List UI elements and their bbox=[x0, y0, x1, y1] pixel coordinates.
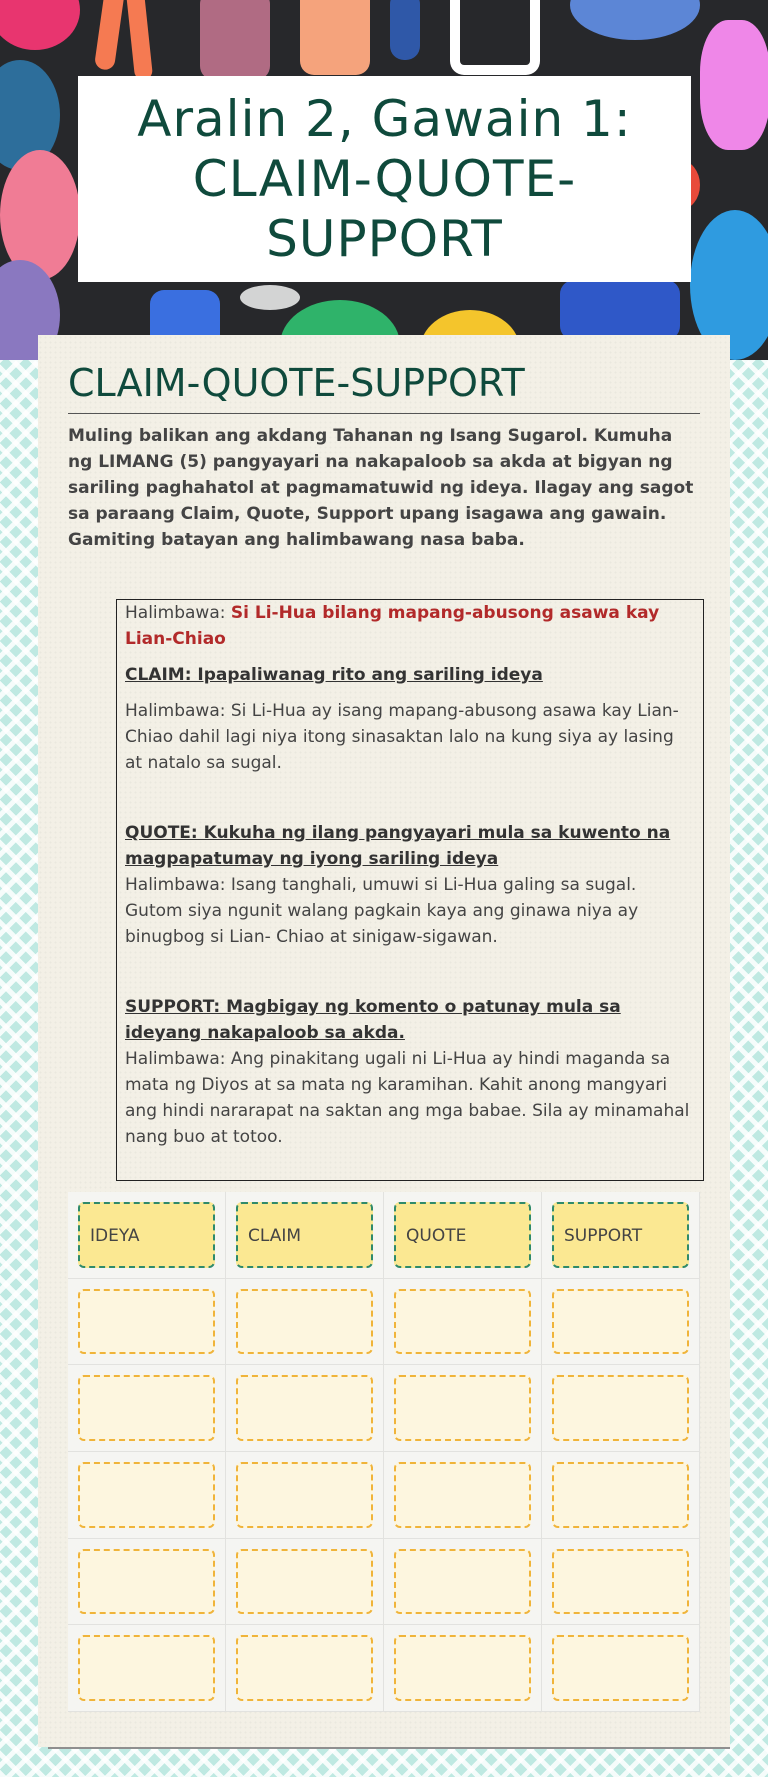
header-box-quote[interactable] bbox=[394, 1202, 531, 1268]
decor-shape bbox=[0, 0, 80, 50]
claim-text: Halimbawa: Si Li-Hua ay isang mapang-abusong asawa kay Lian-Chiao dahil lagi niya itong sinasaktan lalo na kung siya ay lasing at natalo sa sugal. bbox=[125, 701, 679, 773]
example-intro bbox=[125, 600, 695, 652]
header-box-support[interactable] bbox=[552, 1202, 689, 1268]
drop-cell bbox=[68, 1625, 226, 1712]
header-label: CLAIM bbox=[248, 1226, 302, 1246]
drop-cell bbox=[384, 1365, 542, 1452]
decor-shape bbox=[125, 0, 153, 81]
drop-cell bbox=[68, 1365, 226, 1452]
page-title bbox=[137, 89, 631, 269]
quote-heading: QUOTE: Kukuha ng ilang pangyayari mula sa kuwento na magpapatumay ng iyong sariling ideya bbox=[125, 823, 671, 869]
drop-cell bbox=[542, 1539, 700, 1626]
drop-zone[interactable] bbox=[394, 1375, 531, 1441]
drop-cell bbox=[384, 1452, 542, 1539]
answer-grid bbox=[68, 1192, 700, 1712]
decor-shape bbox=[570, 0, 700, 40]
header-banner bbox=[0, 0, 768, 360]
header-label: SUPPORT bbox=[564, 1226, 643, 1246]
drop-zone[interactable] bbox=[236, 1375, 373, 1441]
decor-shape bbox=[240, 285, 300, 310]
drop-cell bbox=[226, 1365, 384, 1452]
drop-cell bbox=[68, 1452, 226, 1539]
drop-zone[interactable] bbox=[236, 1289, 373, 1355]
claim-heading: CLAIM: Ipapaliwanag rito ang sariling ideya bbox=[125, 665, 543, 685]
drop-zone[interactable] bbox=[78, 1289, 215, 1355]
drop-cell bbox=[384, 1625, 542, 1712]
drop-cell bbox=[542, 1279, 700, 1366]
drop-cell bbox=[226, 1539, 384, 1626]
header-box-ideya[interactable] bbox=[78, 1202, 215, 1268]
decor-shape bbox=[560, 280, 680, 340]
drop-zone[interactable] bbox=[552, 1289, 689, 1355]
drop-cell bbox=[226, 1279, 384, 1366]
support-text: Halimbawa: Ang pinakitang ugali ni Li-Hua ay hindi maganda sa mata ng Diyos at sa mata ng karamihan. Kahit anong mangyari ang hindi nararapat na saktan ang mga babae. Sila ay minamahal nang buo at totoo. bbox=[125, 1049, 690, 1147]
decor-shape bbox=[700, 20, 768, 150]
header-label: QUOTE bbox=[406, 1226, 467, 1246]
decor-shape bbox=[200, 0, 270, 80]
decor-shape bbox=[450, 0, 540, 75]
example-intro-value: Si Li-Hua bilang mapang-abusong asawa kay Lian-Chiao bbox=[125, 603, 660, 649]
title-line: SUPPORT bbox=[266, 210, 503, 268]
example-content bbox=[125, 600, 695, 1150]
decor-shape bbox=[94, 0, 126, 71]
decor-shape bbox=[300, 0, 370, 75]
worksheet-card bbox=[38, 335, 730, 1747]
drop-zone[interactable] bbox=[78, 1549, 215, 1615]
drop-zone[interactable] bbox=[394, 1462, 531, 1528]
header-box-claim[interactable] bbox=[236, 1202, 373, 1268]
drop-zone[interactable] bbox=[552, 1375, 689, 1441]
drop-zone[interactable] bbox=[78, 1375, 215, 1441]
drop-cell bbox=[384, 1279, 542, 1366]
drop-zone[interactable] bbox=[552, 1635, 689, 1701]
header-label: IDEYA bbox=[90, 1226, 140, 1246]
header-cell bbox=[226, 1192, 384, 1279]
drop-cell bbox=[226, 1625, 384, 1712]
drop-cell bbox=[68, 1539, 226, 1626]
quote-text: Halimbawa: Isang tanghali, umuwi si Li-Hua galing sa sugal. Gutom siya ngunit walang pagkain kaya ang ginawa niya ay binugbog si Lian- Chiao at sinigaw-sigawan. bbox=[125, 875, 639, 947]
drop-zone[interactable] bbox=[236, 1462, 373, 1528]
drop-cell bbox=[542, 1625, 700, 1712]
header-cell bbox=[542, 1192, 700, 1279]
drop-zone[interactable] bbox=[78, 1635, 215, 1701]
decor-shape bbox=[390, 0, 420, 60]
drop-zone[interactable] bbox=[394, 1549, 531, 1615]
drop-zone[interactable] bbox=[394, 1635, 531, 1701]
header-cell bbox=[384, 1192, 542, 1279]
drop-cell bbox=[68, 1279, 226, 1366]
drop-zone[interactable] bbox=[394, 1289, 531, 1355]
instructions-text: Muling balikan ang akdang Tahanan ng Isang Sugarol. Kumuha ng LIMANG (5) pangyayari na nakapaloob sa akda at bigyan ng sariling paghahatol at pagmamatuwid ng ideya. Ilagay ang sagot sa paraang Claim, Quote, Support upang isagawa ang gawain. Gamiting batayan ang halimbawang nasa baba. bbox=[68, 426, 694, 550]
drop-cell bbox=[226, 1452, 384, 1539]
title-line: CLAIM-QUOTE- bbox=[192, 150, 577, 208]
title-card bbox=[78, 76, 691, 282]
title-line: Aralin 2, Gawain 1: bbox=[137, 90, 632, 148]
example-box bbox=[116, 599, 704, 1181]
drop-zone[interactable] bbox=[236, 1635, 373, 1701]
example-intro-label: Halimbawa: bbox=[125, 603, 231, 623]
section-title: CLAIM-QUOTE-SUPPORT bbox=[68, 361, 700, 414]
support-heading: SUPPORT: Magbigay ng komento o patunay mula sa ideyang nakapaloob sa akda. bbox=[125, 997, 621, 1043]
drop-zone[interactable] bbox=[552, 1462, 689, 1528]
drop-cell bbox=[542, 1365, 700, 1452]
drop-zone[interactable] bbox=[78, 1462, 215, 1528]
drop-zone[interactable] bbox=[236, 1549, 373, 1615]
header-cell bbox=[68, 1192, 226, 1279]
drop-zone[interactable] bbox=[552, 1549, 689, 1615]
drop-cell bbox=[542, 1452, 700, 1539]
drop-cell bbox=[384, 1539, 542, 1626]
